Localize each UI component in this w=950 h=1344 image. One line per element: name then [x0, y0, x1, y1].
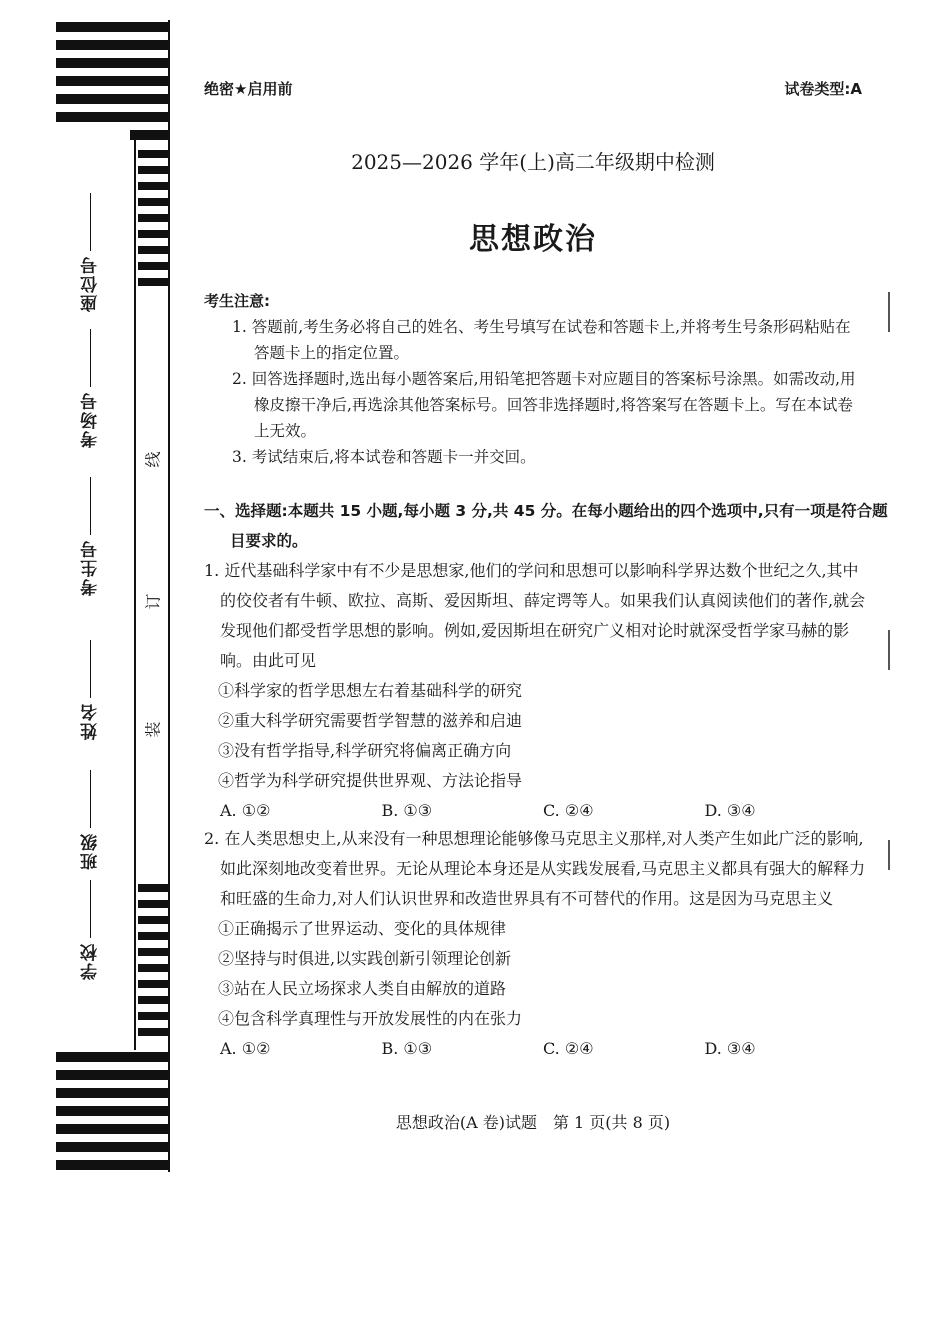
binding-stripe: [138, 230, 170, 238]
binding-stripe: [138, 900, 170, 908]
binding-rule: [134, 130, 136, 1050]
binding-stripe: [138, 150, 170, 158]
field-exam-room[interactable]: 考场号: [78, 338, 108, 448]
binding-stripe: [138, 166, 170, 174]
question-statement: ①正确揭示了世界运动、变化的具体规律: [218, 919, 507, 938]
field-school[interactable]: 学校: [78, 880, 108, 980]
cut-word-staple: 订: [143, 593, 163, 610]
binding-stripe: [56, 1142, 170, 1152]
question-2: [204, 824, 866, 1064]
binding-stripe: [138, 884, 170, 892]
binding-stripe: [56, 40, 170, 50]
binding-stripe: [56, 76, 170, 86]
binding-stripe: [138, 948, 170, 956]
binding-stripe: [138, 1028, 170, 1036]
field-seat-number[interactable]: 座位号: [78, 202, 108, 312]
binding-stripe: [56, 1088, 170, 1098]
binding-stripe: [56, 1052, 170, 1062]
notice-item: 3. 考试结束后,将本试卷和答题卡一并交回。: [232, 448, 536, 466]
choice-a: A. ①②: [220, 801, 271, 820]
binding-stripe: [138, 262, 170, 270]
notice-title: 考生注意:: [204, 292, 270, 310]
binding-stripe: [138, 278, 170, 286]
question-statement: ③站在人民立场探求人类自由解放的道路: [218, 979, 507, 998]
exam-title: 2025—2026 学年(上)高二年级期中检测: [351, 150, 715, 174]
paper-type: 试卷类型:A: [784, 80, 862, 98]
choice-c: C. ②④: [543, 1039, 594, 1058]
binding-stripe: [138, 916, 170, 924]
field-class[interactable]: 班级: [78, 770, 108, 870]
binding-stripe: [138, 246, 170, 254]
choice-c: C. ②④: [543, 801, 594, 820]
choice-a: A. ①②: [220, 1039, 271, 1058]
answer-choices: [220, 1034, 866, 1064]
notice-item: 1. 答题前,考生务必将自己的姓名、考生号填写在试卷和答题卡上,并将考生号条形码粘贴在答题卡上的指定位置。: [232, 318, 851, 362]
binding-stripe: [56, 22, 170, 32]
notice-item: 2. 回答选择题时,选出每小题答案后,用铅笔把答题卡对应题目的答案标号涂黑。如需改动,用橡皮擦干净后,再选涂其他答案标号。回答非选择题时,将答案写在答题卡上。写在本试卷上无效。: [232, 370, 856, 440]
binding-stripe: [138, 980, 170, 988]
binding-stripe: [138, 964, 170, 972]
binding-stripe: [56, 1160, 170, 1170]
question-stem: 1. 近代基础科学家中有不少是思想家,他们的学问和思想可以影响科学界达数个世纪之久,其中的佼佼者有牛顿、欧拉、高斯、爱因斯坦、薛定谔等人。如果我们认真阅读他们的著作,就会发现他们都受哲学思想的影响。例如,爱因斯坦在研究广义相对论时就深受哲学家马赫的影响。由此可见: [204, 561, 866, 670]
binding-stripe: [56, 1106, 170, 1116]
binding-strip: [0, 0, 180, 1180]
binding-stripe: [138, 1012, 170, 1020]
section-heading: 一、选择题:本题共 15 小题,每小题 3 分,共 45 分。在每小题给出的四个选项中,只有一项是符合题目要求的。: [204, 502, 888, 550]
subject-title: 思想政治: [469, 222, 597, 257]
question-statement: ③没有哲学指导,科学研究将偏离正确方向: [218, 741, 512, 760]
choice-b: B. ①③: [381, 1039, 433, 1058]
choice-b: B. ①③: [381, 801, 433, 820]
answer-choices: [220, 796, 866, 826]
scan-mark: [888, 630, 890, 670]
choice-d: D. ③④: [704, 1039, 756, 1058]
question-stem: 2. 在人类思想史上,从来没有一种思想理论能够像马克思主义那样,对人类产生如此广泛的影响,如此深刻地改变着世界。无论从理论本身还是从实践发展看,马克思主义都具有强大的解释力和旺盛的生命力,对人们认识世界和改造世界具有不可替代的作用。这是因为马克思主义: [204, 829, 866, 908]
binding-stripe: [56, 1070, 170, 1080]
cut-word-line: 线: [143, 451, 163, 468]
notice-list: [232, 314, 866, 470]
confidential-mark: 绝密★启用前: [204, 80, 293, 98]
scan-mark: [888, 292, 890, 332]
binding-stripe: [56, 112, 170, 122]
question-statement: ④哲学为科学研究提供世界观、方法论指导: [218, 771, 523, 790]
question-statement: ②重大科学研究需要哲学智慧的滋养和启迪: [218, 711, 523, 730]
question-statement: ①科学家的哲学思想左右着基础科学的研究: [218, 681, 523, 700]
choice-d: D. ③④: [704, 801, 756, 820]
binding-stripe: [138, 996, 170, 1004]
binding-stripe: [56, 94, 170, 104]
field-name[interactable]: 姓名: [78, 640, 108, 740]
binding-rule: [168, 20, 170, 1172]
binding-stripe: [138, 182, 170, 190]
binding-stripe: [138, 214, 170, 222]
field-candidate-number[interactable]: 考生号: [78, 476, 108, 596]
binding-stripe: [56, 58, 170, 68]
cut-word-bind: 装: [143, 721, 163, 738]
binding-stripe: [56, 1124, 170, 1134]
page-footer: 思想政治(A 卷)试题 第 1 页(共 8 页): [395, 1113, 671, 1132]
scan-mark: [888, 840, 890, 870]
binding-stripe: [138, 932, 170, 940]
binding-stripe: [130, 130, 170, 140]
question-1: [204, 556, 866, 826]
binding-stripe: [138, 198, 170, 206]
question-statement: ④包含科学真理性与开放发展性的内在张力: [218, 1009, 523, 1028]
question-statement: ②坚持与时俱进,以实践创新引领理论创新: [218, 949, 512, 968]
